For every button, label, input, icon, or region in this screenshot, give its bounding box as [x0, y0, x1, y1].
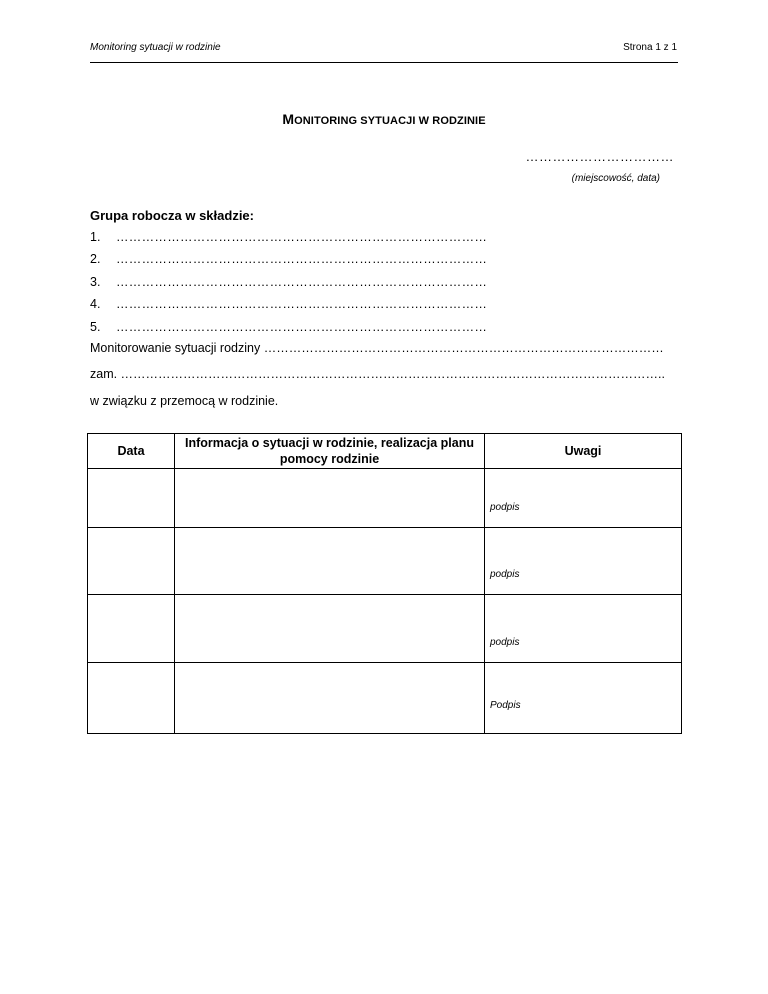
- signature-label: Podpis: [490, 700, 521, 711]
- table-row: [88, 663, 682, 734]
- working-group-heading: Grupa robocza w składzie:: [90, 208, 254, 223]
- header-document-name: Monitoring sytuacji w rodzinie: [90, 42, 221, 53]
- table-header-row: [88, 434, 682, 469]
- notes-cell: [485, 663, 682, 734]
- information-cell: [175, 595, 485, 663]
- list-item: [90, 226, 487, 248]
- header-page-number: Strona 1 z 1: [623, 42, 677, 53]
- list-item-field: ……………………………………………………………………………: [116, 230, 488, 244]
- date-cell: [88, 469, 175, 528]
- list-item-number: 5.: [90, 319, 101, 334]
- notes-cell: [485, 469, 682, 528]
- place-date-field: ……………………………: [525, 149, 674, 164]
- table-row: [88, 528, 682, 595]
- date-cell: [88, 528, 175, 595]
- list-item-number: 2.: [90, 252, 101, 267]
- signature-label: podpis: [490, 637, 520, 648]
- list-item: [90, 293, 487, 315]
- list-item: [90, 248, 487, 270]
- list-item-field: ……………………………………………………………………………: [116, 319, 488, 334]
- monitoring-family-line: Monitorowanie sytuacji rodziny ……………………………………………………………………………………: [90, 341, 664, 355]
- information-cell: [175, 528, 485, 595]
- signature-label: podpis: [490, 502, 520, 513]
- list-item-field: ……………………………………………………………………………: [116, 252, 488, 267]
- title-rest: ONITORING SYTUACJI W RODZINIE: [294, 115, 486, 127]
- list-item-field: ……………………………………………………………………………: [116, 274, 488, 289]
- table-row: [88, 595, 682, 663]
- notes-cell: [485, 528, 682, 595]
- column-header-date: Data: [88, 434, 175, 469]
- document-title: [0, 111, 768, 127]
- working-group-list: [90, 226, 487, 338]
- list-item-number: 4.: [90, 297, 101, 312]
- column-header-information: Informacja o sytuacji w rodzinie, realizacja planu pomocy rodzinie: [175, 434, 485, 469]
- monitoring-table: [87, 433, 682, 734]
- date-cell: [88, 663, 175, 734]
- place-date-caption: (miejscowość, data): [571, 173, 660, 184]
- list-item: [90, 271, 487, 293]
- title-first-letter: M: [282, 111, 295, 127]
- notes-cell: [485, 595, 682, 663]
- signature-label: podpis: [490, 569, 520, 580]
- date-cell: [88, 595, 175, 663]
- list-item-number: 3.: [90, 274, 101, 289]
- relation-line: w związku z przemocą w rodzinie.: [90, 394, 279, 408]
- address-line: zam. …………………………………………………………………………………………………………………..: [90, 367, 666, 381]
- table-row: [88, 469, 682, 528]
- column-header-notes: Uwagi: [485, 434, 682, 469]
- information-cell: [175, 469, 485, 528]
- list-item-number: 1.: [90, 230, 101, 244]
- list-item-field: ……………………………………………………………………………: [116, 297, 488, 312]
- information-cell: [175, 663, 485, 734]
- header-divider: [90, 62, 678, 63]
- list-item: [90, 316, 487, 338]
